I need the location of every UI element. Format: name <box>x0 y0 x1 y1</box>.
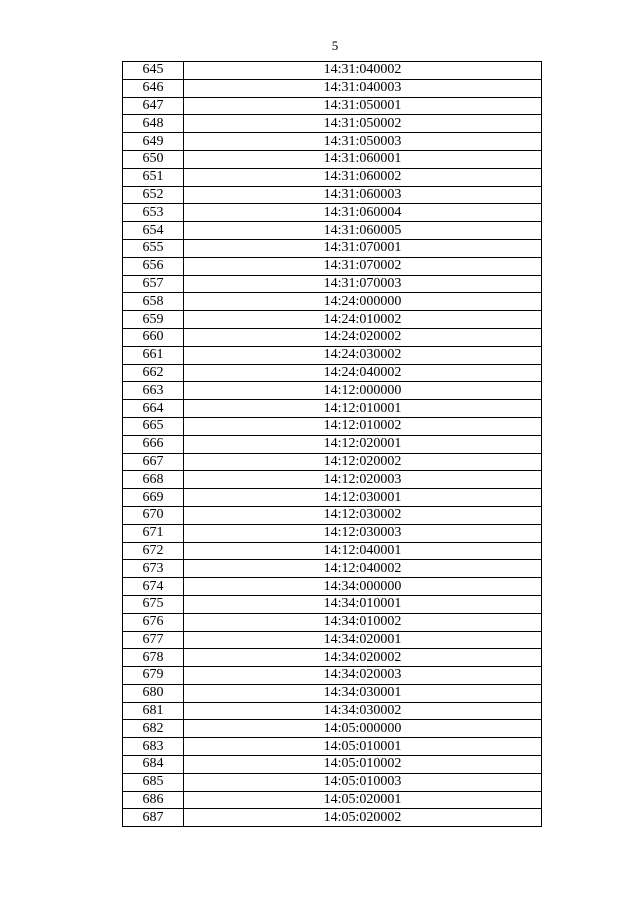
cadastral-number-cell: 14:31:050003 <box>184 133 542 151</box>
cadastral-number-cell: 14:31:040002 <box>184 62 542 80</box>
row-number-cell: 685 <box>123 773 184 791</box>
table-row <box>123 168 542 186</box>
table-row <box>123 506 542 524</box>
row-number-cell: 680 <box>123 684 184 702</box>
cadastral-number-cell: 14:12:020001 <box>184 435 542 453</box>
cadastral-number-cell: 14:31:060005 <box>184 222 542 240</box>
row-number-cell: 674 <box>123 578 184 596</box>
table-row <box>123 186 542 204</box>
table-row <box>123 293 542 311</box>
row-number-cell: 684 <box>123 756 184 774</box>
cadastral-number-cell: 14:31:060001 <box>184 150 542 168</box>
cadastral-number-cell: 14:31:060004 <box>184 204 542 222</box>
table-row <box>123 720 542 738</box>
table-row <box>123 649 542 667</box>
table-row <box>123 542 542 560</box>
cadastral-number-cell: 14:12:010001 <box>184 400 542 418</box>
cadastral-number-cell: 14:12:030002 <box>184 506 542 524</box>
row-number-cell: 675 <box>123 595 184 613</box>
row-number-cell: 677 <box>123 631 184 649</box>
table-row <box>123 364 542 382</box>
cadastral-number-cell: 14:12:010002 <box>184 417 542 435</box>
table-row <box>123 809 542 827</box>
table-row <box>123 97 542 115</box>
cadastral-number-cell: 14:34:030001 <box>184 684 542 702</box>
row-number-cell: 662 <box>123 364 184 382</box>
cadastral-number-cell: 14:05:010002 <box>184 756 542 774</box>
table-row <box>123 471 542 489</box>
row-number-cell: 660 <box>123 328 184 346</box>
cadastral-number-cell: 14:34:020003 <box>184 667 542 685</box>
table-row <box>123 684 542 702</box>
table-row <box>123 631 542 649</box>
row-number-cell: 654 <box>123 222 184 240</box>
row-number-cell: 676 <box>123 613 184 631</box>
row-number-cell: 668 <box>123 471 184 489</box>
table-row <box>123 524 542 542</box>
row-number-cell: 647 <box>123 97 184 115</box>
cadastral-number-cell: 14:34:030002 <box>184 702 542 720</box>
row-number-cell: 663 <box>123 382 184 400</box>
cadastral-number-cell: 14:34:010002 <box>184 613 542 631</box>
cadastral-number-cell: 14:05:010003 <box>184 773 542 791</box>
cadastral-table <box>122 61 542 827</box>
table-row <box>123 115 542 133</box>
table-row <box>123 311 542 329</box>
cadastral-number-cell: 14:34:010001 <box>184 595 542 613</box>
table-row <box>123 204 542 222</box>
cadastral-number-cell: 14:12:040002 <box>184 560 542 578</box>
row-number-cell: 665 <box>123 417 184 435</box>
row-number-cell: 649 <box>123 133 184 151</box>
table-row <box>123 791 542 809</box>
row-number-cell: 678 <box>123 649 184 667</box>
table-row <box>123 133 542 151</box>
table-row <box>123 239 542 257</box>
table-row <box>123 738 542 756</box>
row-number-cell: 648 <box>123 115 184 133</box>
row-number-cell: 657 <box>123 275 184 293</box>
cadastral-number-cell: 14:12:030001 <box>184 489 542 507</box>
table-row <box>123 62 542 80</box>
cadastral-number-cell: 14:31:040003 <box>184 79 542 97</box>
table-body <box>123 62 542 827</box>
table-row <box>123 275 542 293</box>
cadastral-number-cell: 14:12:040001 <box>184 542 542 560</box>
row-number-cell: 659 <box>123 311 184 329</box>
cadastral-number-cell: 14:24:000000 <box>184 293 542 311</box>
row-number-cell: 645 <box>123 62 184 80</box>
row-number-cell: 652 <box>123 186 184 204</box>
row-number-cell: 670 <box>123 506 184 524</box>
table-row <box>123 453 542 471</box>
cadastral-number-cell: 14:34:020002 <box>184 649 542 667</box>
table-row <box>123 79 542 97</box>
row-number-cell: 651 <box>123 168 184 186</box>
cadastral-number-cell: 14:24:020002 <box>184 328 542 346</box>
cadastral-number-cell: 14:31:050001 <box>184 97 542 115</box>
cadastral-number-cell: 14:12:000000 <box>184 382 542 400</box>
table-row <box>123 667 542 685</box>
row-number-cell: 653 <box>123 204 184 222</box>
cadastral-table-container <box>122 61 542 827</box>
cadastral-number-cell: 14:31:070003 <box>184 275 542 293</box>
cadastral-number-cell: 14:34:020001 <box>184 631 542 649</box>
row-number-cell: 679 <box>123 667 184 685</box>
page-number: 5 <box>331 38 339 53</box>
cadastral-number-cell: 14:05:010001 <box>184 738 542 756</box>
table-row <box>123 489 542 507</box>
table-row <box>123 328 542 346</box>
cadastral-number-cell: 14:31:070002 <box>184 257 542 275</box>
row-number-cell: 683 <box>123 738 184 756</box>
row-number-cell: 671 <box>123 524 184 542</box>
row-number-cell: 672 <box>123 542 184 560</box>
table-row <box>123 702 542 720</box>
table-row <box>123 346 542 364</box>
row-number-cell: 667 <box>123 453 184 471</box>
table-row <box>123 756 542 774</box>
table-row <box>123 400 542 418</box>
cadastral-number-cell: 14:05:020002 <box>184 809 542 827</box>
cadastral-number-cell: 14:31:050002 <box>184 115 542 133</box>
cadastral-number-cell: 14:05:000000 <box>184 720 542 738</box>
table-row <box>123 560 542 578</box>
row-number-cell: 664 <box>123 400 184 418</box>
row-number-cell: 656 <box>123 257 184 275</box>
row-number-cell: 686 <box>123 791 184 809</box>
row-number-cell: 687 <box>123 809 184 827</box>
row-number-cell: 666 <box>123 435 184 453</box>
cadastral-number-cell: 14:05:020001 <box>184 791 542 809</box>
table-row <box>123 595 542 613</box>
row-number-cell: 682 <box>123 720 184 738</box>
row-number-cell: 673 <box>123 560 184 578</box>
cadastral-number-cell: 14:31:060003 <box>184 186 542 204</box>
table-row <box>123 222 542 240</box>
cadastral-number-cell: 14:31:070001 <box>184 239 542 257</box>
row-number-cell: 669 <box>123 489 184 507</box>
cadastral-number-cell: 14:24:030002 <box>184 346 542 364</box>
cadastral-number-cell: 14:12:020002 <box>184 453 542 471</box>
table-row <box>123 435 542 453</box>
row-number-cell: 646 <box>123 79 184 97</box>
cadastral-number-cell: 14:24:040002 <box>184 364 542 382</box>
table-row <box>123 578 542 596</box>
cadastral-number-cell: 14:12:030003 <box>184 524 542 542</box>
row-number-cell: 658 <box>123 293 184 311</box>
table-row <box>123 417 542 435</box>
table-row <box>123 382 542 400</box>
cadastral-number-cell: 14:31:060002 <box>184 168 542 186</box>
cadastral-number-cell: 14:34:000000 <box>184 578 542 596</box>
row-number-cell: 661 <box>123 346 184 364</box>
table-row <box>123 150 542 168</box>
table-row <box>123 257 542 275</box>
row-number-cell: 650 <box>123 150 184 168</box>
cadastral-number-cell: 14:12:020003 <box>184 471 542 489</box>
table-row <box>123 613 542 631</box>
table-row <box>123 773 542 791</box>
cadastral-number-cell: 14:24:010002 <box>184 311 542 329</box>
row-number-cell: 681 <box>123 702 184 720</box>
row-number-cell: 655 <box>123 239 184 257</box>
